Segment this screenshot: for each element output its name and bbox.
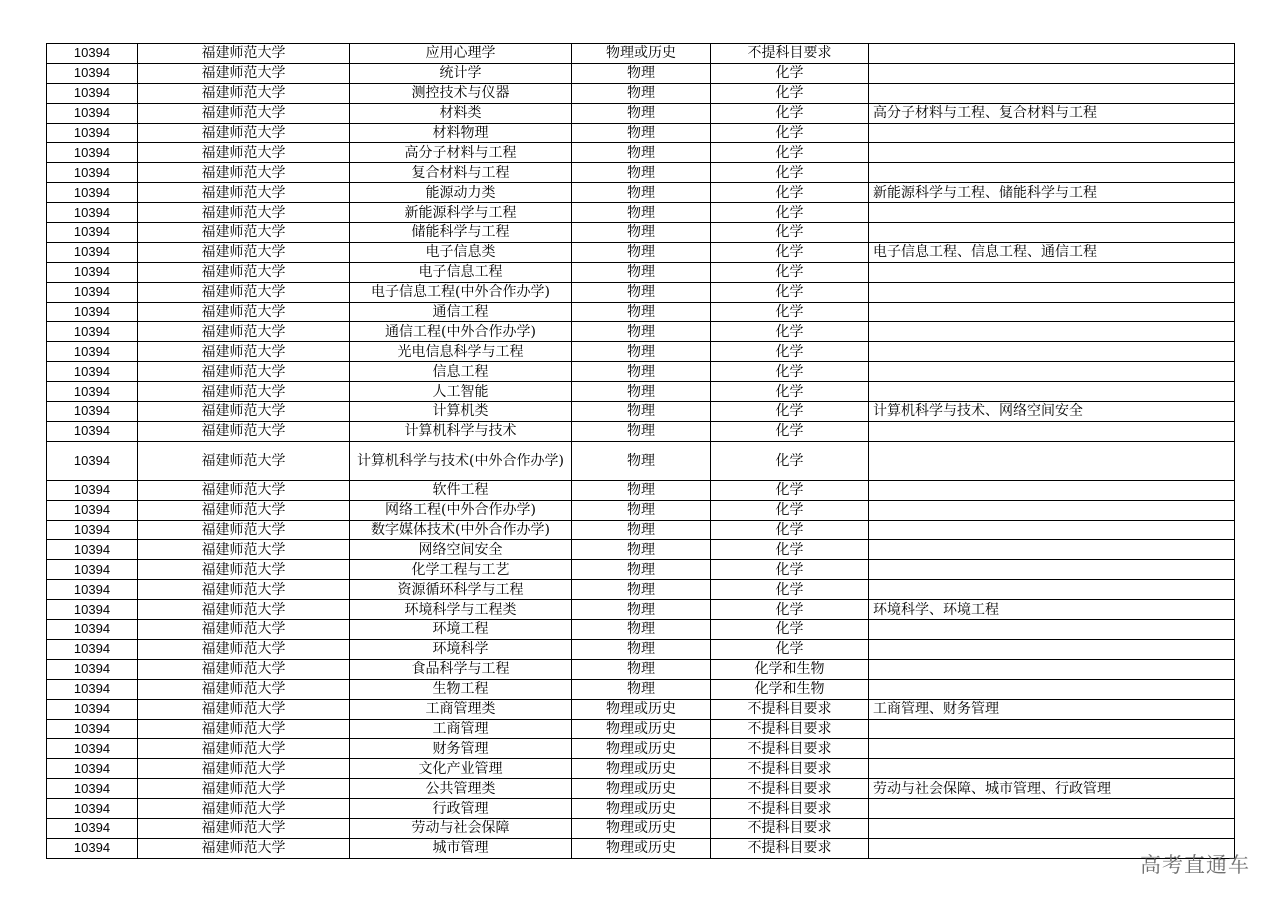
included-majors-cell <box>869 44 1235 64</box>
major-name-cell: 电子信息工程 <box>350 262 572 282</box>
major-name-cell: 行政管理 <box>350 799 572 819</box>
school-code-cell: 10394 <box>47 163 138 183</box>
school-code-cell: 10394 <box>47 818 138 838</box>
included-majors-cell <box>869 421 1235 441</box>
included-majors-cell <box>869 620 1235 640</box>
table-row <box>47 500 1235 520</box>
secondary-subject-cell: 化学 <box>711 600 869 620</box>
included-majors-cell <box>869 223 1235 243</box>
included-majors-cell <box>869 203 1235 223</box>
school-code-cell: 10394 <box>47 659 138 679</box>
school-code-cell: 10394 <box>47 362 138 382</box>
school-code-cell: 10394 <box>47 223 138 243</box>
included-majors-cell <box>869 500 1235 520</box>
school-name-cell: 福建师范大学 <box>138 620 350 640</box>
table-row <box>47 600 1235 620</box>
primary-subject-cell: 物理 <box>572 203 711 223</box>
school-name-cell: 福建师范大学 <box>138 342 350 362</box>
included-majors-cell <box>869 560 1235 580</box>
school-name-cell: 福建师范大学 <box>138 282 350 302</box>
secondary-subject-cell: 不提科目要求 <box>711 699 869 719</box>
included-majors-cell: 工商管理、财务管理 <box>869 699 1235 719</box>
school-name-cell: 福建师范大学 <box>138 818 350 838</box>
school-name-cell: 福建师范大学 <box>138 739 350 759</box>
school-code-cell: 10394 <box>47 262 138 282</box>
watermark-text: 高考直通车 <box>1140 853 1250 877</box>
included-majors-cell <box>869 679 1235 699</box>
table-row <box>47 799 1235 819</box>
secondary-subject-cell: 化学 <box>711 83 869 103</box>
table-row <box>47 44 1235 64</box>
major-name-cell: 文化产业管理 <box>350 759 572 779</box>
major-name-cell: 储能科学与工程 <box>350 223 572 243</box>
school-code-cell: 10394 <box>47 540 138 560</box>
table-row <box>47 183 1235 203</box>
table-row <box>47 699 1235 719</box>
primary-subject-cell: 物理 <box>572 679 711 699</box>
secondary-subject-cell: 化学 <box>711 183 869 203</box>
major-name-cell: 网络空间安全 <box>350 540 572 560</box>
secondary-subject-cell: 化学 <box>711 342 869 362</box>
major-name-cell: 统计学 <box>350 63 572 83</box>
school-code-cell: 10394 <box>47 639 138 659</box>
included-majors-cell <box>869 282 1235 302</box>
school-name-cell: 福建师范大学 <box>138 163 350 183</box>
school-code-cell: 10394 <box>47 480 138 500</box>
secondary-subject-cell: 化学 <box>711 639 869 659</box>
secondary-subject-cell: 化学和生物 <box>711 659 869 679</box>
secondary-subject-cell: 化学 <box>711 302 869 322</box>
included-majors-cell <box>869 123 1235 143</box>
included-majors-cell <box>869 818 1235 838</box>
included-majors-cell <box>869 83 1235 103</box>
primary-subject-cell: 物理或历史 <box>572 44 711 64</box>
primary-subject-cell: 物理 <box>572 143 711 163</box>
major-name-cell: 计算机类 <box>350 402 572 422</box>
school-code-cell: 10394 <box>47 382 138 402</box>
primary-subject-cell: 物理 <box>572 580 711 600</box>
school-name-cell: 福建师范大学 <box>138 322 350 342</box>
primary-subject-cell: 物理 <box>572 83 711 103</box>
major-name-cell: 材料物理 <box>350 123 572 143</box>
school-code-cell: 10394 <box>47 44 138 64</box>
school-name-cell: 福建师范大学 <box>138 302 350 322</box>
school-code-cell: 10394 <box>47 838 138 858</box>
table-row <box>47 818 1235 838</box>
school-code-cell: 10394 <box>47 739 138 759</box>
table-row <box>47 223 1235 243</box>
school-code-cell: 10394 <box>47 282 138 302</box>
table-row <box>47 103 1235 123</box>
primary-subject-cell: 物理 <box>572 302 711 322</box>
secondary-subject-cell: 不提科目要求 <box>711 838 869 858</box>
school-name-cell: 福建师范大学 <box>138 540 350 560</box>
school-name-cell: 福建师范大学 <box>138 143 350 163</box>
school-name-cell: 福建师范大学 <box>138 183 350 203</box>
school-code-cell: 10394 <box>47 779 138 799</box>
primary-subject-cell: 物理 <box>572 500 711 520</box>
secondary-subject-cell: 化学 <box>711 322 869 342</box>
included-majors-cell <box>869 540 1235 560</box>
major-name-cell: 工商管理类 <box>350 699 572 719</box>
table-row <box>47 659 1235 679</box>
table-row <box>47 739 1235 759</box>
primary-subject-cell: 物理或历史 <box>572 759 711 779</box>
major-name-cell: 通信工程 <box>350 302 572 322</box>
school-code-cell: 10394 <box>47 302 138 322</box>
table-row <box>47 838 1235 858</box>
secondary-subject-cell: 化学 <box>711 620 869 640</box>
school-code-cell: 10394 <box>47 183 138 203</box>
table-body <box>47 44 1235 859</box>
secondary-subject-cell: 化学 <box>711 500 869 520</box>
school-name-cell: 福建师范大学 <box>138 123 350 143</box>
school-code-cell: 10394 <box>47 322 138 342</box>
school-name-cell: 福建师范大学 <box>138 759 350 779</box>
primary-subject-cell: 物理 <box>572 242 711 262</box>
school-name-cell: 福建师范大学 <box>138 480 350 500</box>
included-majors-cell <box>869 262 1235 282</box>
secondary-subject-cell: 不提科目要求 <box>711 818 869 838</box>
secondary-subject-cell: 化学 <box>711 580 869 600</box>
school-name-cell: 福建师范大学 <box>138 600 350 620</box>
table-row <box>47 143 1235 163</box>
primary-subject-cell: 物理或历史 <box>572 799 711 819</box>
table-row <box>47 203 1235 223</box>
major-name-cell: 应用心理学 <box>350 44 572 64</box>
included-majors-cell <box>869 362 1235 382</box>
major-name-cell: 财务管理 <box>350 739 572 759</box>
included-majors-cell <box>869 382 1235 402</box>
school-name-cell: 福建师范大学 <box>138 659 350 679</box>
school-name-cell: 福建师范大学 <box>138 560 350 580</box>
major-name-cell: 通信工程(中外合作办学) <box>350 322 572 342</box>
school-code-cell: 10394 <box>47 699 138 719</box>
major-name-cell: 新能源科学与工程 <box>350 203 572 223</box>
table-row <box>47 520 1235 540</box>
primary-subject-cell: 物理 <box>572 223 711 243</box>
major-name-cell: 能源动力类 <box>350 183 572 203</box>
primary-subject-cell: 物理 <box>572 123 711 143</box>
school-code-cell: 10394 <box>47 242 138 262</box>
school-code-cell: 10394 <box>47 83 138 103</box>
major-name-cell: 材料类 <box>350 103 572 123</box>
school-name-cell: 福建师范大学 <box>138 103 350 123</box>
table-row <box>47 759 1235 779</box>
school-name-cell: 福建师范大学 <box>138 203 350 223</box>
major-name-cell: 食品科学与工程 <box>350 659 572 679</box>
major-name-cell: 电子信息工程(中外合作办学) <box>350 282 572 302</box>
secondary-subject-cell: 不提科目要求 <box>711 719 869 739</box>
included-majors-cell <box>869 659 1235 679</box>
included-majors-cell <box>869 480 1235 500</box>
included-majors-cell <box>869 739 1235 759</box>
school-code-cell: 10394 <box>47 441 138 480</box>
major-name-cell: 生物工程 <box>350 679 572 699</box>
secondary-subject-cell: 不提科目要求 <box>711 739 869 759</box>
school-code-cell: 10394 <box>47 620 138 640</box>
primary-subject-cell: 物理 <box>572 402 711 422</box>
table-row <box>47 679 1235 699</box>
secondary-subject-cell: 不提科目要求 <box>711 44 869 64</box>
school-name-cell: 福建师范大学 <box>138 223 350 243</box>
school-name-cell: 福建师范大学 <box>138 779 350 799</box>
table-row <box>47 362 1235 382</box>
included-majors-cell <box>869 639 1235 659</box>
school-name-cell: 福建师范大学 <box>138 83 350 103</box>
primary-subject-cell: 物理 <box>572 63 711 83</box>
school-name-cell: 福建师范大学 <box>138 262 350 282</box>
school-name-cell: 福建师范大学 <box>138 63 350 83</box>
school-code-cell: 10394 <box>47 143 138 163</box>
major-name-cell: 复合材料与工程 <box>350 163 572 183</box>
included-majors-cell <box>869 719 1235 739</box>
school-name-cell: 福建师范大学 <box>138 799 350 819</box>
primary-subject-cell: 物理 <box>572 540 711 560</box>
school-name-cell: 福建师范大学 <box>138 421 350 441</box>
school-name-cell: 福建师范大学 <box>138 441 350 480</box>
table-row <box>47 441 1235 480</box>
school-name-cell: 福建师范大学 <box>138 402 350 422</box>
primary-subject-cell: 物理 <box>572 659 711 679</box>
school-name-cell: 福建师范大学 <box>138 679 350 699</box>
secondary-subject-cell: 化学 <box>711 520 869 540</box>
table-row <box>47 342 1235 362</box>
major-name-cell: 网络工程(中外合作办学) <box>350 500 572 520</box>
secondary-subject-cell: 化学 <box>711 63 869 83</box>
primary-subject-cell: 物理 <box>572 560 711 580</box>
school-name-cell: 福建师范大学 <box>138 838 350 858</box>
included-majors-cell <box>869 163 1235 183</box>
primary-subject-cell: 物理 <box>572 639 711 659</box>
primary-subject-cell: 物理 <box>572 620 711 640</box>
major-name-cell: 光电信息科学与工程 <box>350 342 572 362</box>
table-row <box>47 560 1235 580</box>
primary-subject-cell: 物理或历史 <box>572 739 711 759</box>
included-majors-cell <box>869 759 1235 779</box>
school-name-cell: 福建师范大学 <box>138 362 350 382</box>
major-name-cell: 计算机科学与技术(中外合作办学) <box>350 441 572 480</box>
table-row <box>47 382 1235 402</box>
major-name-cell: 化学工程与工艺 <box>350 560 572 580</box>
table-row <box>47 163 1235 183</box>
primary-subject-cell: 物理 <box>572 262 711 282</box>
table-row <box>47 719 1235 739</box>
secondary-subject-cell: 化学 <box>711 282 869 302</box>
table-row <box>47 620 1235 640</box>
primary-subject-cell: 物理 <box>572 282 711 302</box>
primary-subject-cell: 物理或历史 <box>572 779 711 799</box>
major-name-cell: 数字媒体技术(中外合作办学) <box>350 520 572 540</box>
school-code-cell: 10394 <box>47 402 138 422</box>
table-row <box>47 540 1235 560</box>
school-code-cell: 10394 <box>47 600 138 620</box>
secondary-subject-cell: 化学和生物 <box>711 679 869 699</box>
secondary-subject-cell: 不提科目要求 <box>711 799 869 819</box>
primary-subject-cell: 物理 <box>572 441 711 480</box>
secondary-subject-cell: 化学 <box>711 103 869 123</box>
school-name-cell: 福建师范大学 <box>138 699 350 719</box>
included-majors-cell: 电子信息工程、信息工程、通信工程 <box>869 242 1235 262</box>
table-row <box>47 779 1235 799</box>
major-name-cell: 软件工程 <box>350 480 572 500</box>
primary-subject-cell: 物理 <box>572 163 711 183</box>
school-code-cell: 10394 <box>47 123 138 143</box>
included-majors-cell: 劳动与社会保障、城市管理、行政管理 <box>869 779 1235 799</box>
table-row <box>47 580 1235 600</box>
secondary-subject-cell: 化学 <box>711 540 869 560</box>
major-name-cell: 公共管理类 <box>350 779 572 799</box>
included-majors-cell: 新能源科学与工程、储能科学与工程 <box>869 183 1235 203</box>
major-name-cell: 工商管理 <box>350 719 572 739</box>
primary-subject-cell: 物理 <box>572 322 711 342</box>
table-row <box>47 262 1235 282</box>
included-majors-cell <box>869 520 1235 540</box>
included-majors-cell: 高分子材料与工程、复合材料与工程 <box>869 103 1235 123</box>
school-name-cell: 福建师范大学 <box>138 500 350 520</box>
table-row <box>47 123 1235 143</box>
primary-subject-cell: 物理或历史 <box>572 719 711 739</box>
school-code-cell: 10394 <box>47 520 138 540</box>
table-row <box>47 421 1235 441</box>
included-majors-cell <box>869 63 1235 83</box>
secondary-subject-cell: 化学 <box>711 421 869 441</box>
school-code-cell: 10394 <box>47 560 138 580</box>
major-name-cell: 资源循环科学与工程 <box>350 580 572 600</box>
table-row <box>47 480 1235 500</box>
school-code-cell: 10394 <box>47 421 138 441</box>
secondary-subject-cell: 化学 <box>711 382 869 402</box>
school-code-cell: 10394 <box>47 63 138 83</box>
school-name-cell: 福建师范大学 <box>138 580 350 600</box>
table-row <box>47 242 1235 262</box>
primary-subject-cell: 物理 <box>572 183 711 203</box>
secondary-subject-cell: 不提科目要求 <box>711 759 869 779</box>
major-name-cell: 城市管理 <box>350 838 572 858</box>
table-row <box>47 402 1235 422</box>
table-row <box>47 63 1235 83</box>
included-majors-cell <box>869 441 1235 480</box>
included-majors-cell <box>869 322 1235 342</box>
school-name-cell: 福建师范大学 <box>138 242 350 262</box>
secondary-subject-cell: 化学 <box>711 402 869 422</box>
major-name-cell: 计算机科学与技术 <box>350 421 572 441</box>
included-majors-cell: 环境科学、环境工程 <box>869 600 1235 620</box>
secondary-subject-cell: 化学 <box>711 223 869 243</box>
primary-subject-cell: 物理 <box>572 600 711 620</box>
primary-subject-cell: 物理或历史 <box>572 699 711 719</box>
table-row <box>47 282 1235 302</box>
primary-subject-cell: 物理 <box>572 342 711 362</box>
school-code-cell: 10394 <box>47 799 138 819</box>
school-code-cell: 10394 <box>47 500 138 520</box>
secondary-subject-cell: 化学 <box>711 441 869 480</box>
subject-requirements-table <box>46 43 1235 859</box>
major-name-cell: 信息工程 <box>350 362 572 382</box>
school-code-cell: 10394 <box>47 759 138 779</box>
major-name-cell: 人工智能 <box>350 382 572 402</box>
included-majors-cell <box>869 342 1235 362</box>
included-majors-cell <box>869 580 1235 600</box>
primary-subject-cell: 物理或历史 <box>572 818 711 838</box>
major-name-cell: 环境工程 <box>350 620 572 640</box>
major-name-cell: 高分子材料与工程 <box>350 143 572 163</box>
primary-subject-cell: 物理 <box>572 382 711 402</box>
table-row <box>47 83 1235 103</box>
primary-subject-cell: 物理或历史 <box>572 838 711 858</box>
major-name-cell: 环境科学与工程类 <box>350 600 572 620</box>
secondary-subject-cell: 化学 <box>711 143 869 163</box>
school-code-cell: 10394 <box>47 580 138 600</box>
primary-subject-cell: 物理 <box>572 480 711 500</box>
school-code-cell: 10394 <box>47 679 138 699</box>
school-code-cell: 10394 <box>47 203 138 223</box>
secondary-subject-cell: 化学 <box>711 480 869 500</box>
included-majors-cell <box>869 143 1235 163</box>
major-name-cell: 劳动与社会保障 <box>350 818 572 838</box>
major-name-cell: 测控技术与仪器 <box>350 83 572 103</box>
school-code-cell: 10394 <box>47 719 138 739</box>
table-row <box>47 322 1235 342</box>
primary-subject-cell: 物理 <box>572 103 711 123</box>
school-code-cell: 10394 <box>47 342 138 362</box>
secondary-subject-cell: 化学 <box>711 262 869 282</box>
major-name-cell: 环境科学 <box>350 639 572 659</box>
major-name-cell: 电子信息类 <box>350 242 572 262</box>
included-majors-cell <box>869 799 1235 819</box>
school-name-cell: 福建师范大学 <box>138 520 350 540</box>
secondary-subject-cell: 化学 <box>711 163 869 183</box>
primary-subject-cell: 物理 <box>572 520 711 540</box>
secondary-subject-cell: 化学 <box>711 560 869 580</box>
secondary-subject-cell: 不提科目要求 <box>711 779 869 799</box>
secondary-subject-cell: 化学 <box>711 123 869 143</box>
school-name-cell: 福建师范大学 <box>138 639 350 659</box>
school-name-cell: 福建师范大学 <box>138 44 350 64</box>
included-majors-cell <box>869 302 1235 322</box>
school-code-cell: 10394 <box>47 103 138 123</box>
primary-subject-cell: 物理 <box>572 362 711 382</box>
secondary-subject-cell: 化学 <box>711 203 869 223</box>
primary-subject-cell: 物理 <box>572 421 711 441</box>
secondary-subject-cell: 化学 <box>711 242 869 262</box>
secondary-subject-cell: 化学 <box>711 362 869 382</box>
school-name-cell: 福建师范大学 <box>138 382 350 402</box>
table-row <box>47 639 1235 659</box>
included-majors-cell: 计算机科学与技术、网络空间安全 <box>869 402 1235 422</box>
school-name-cell: 福建师范大学 <box>138 719 350 739</box>
table-row <box>47 302 1235 322</box>
